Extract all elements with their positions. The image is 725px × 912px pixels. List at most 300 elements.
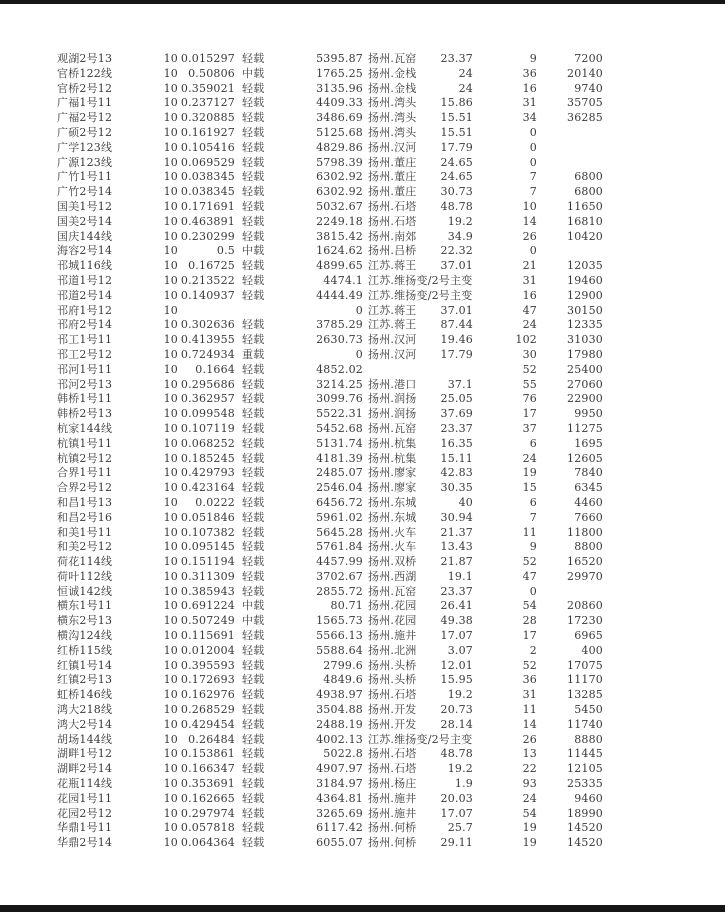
load-type-cell: 轻载 xyxy=(242,170,265,184)
substation-cell: 扬州.瓦窑 xyxy=(368,421,417,435)
line-name-cell: 国庆144线 xyxy=(57,229,113,243)
voltage-cell: 10 xyxy=(163,629,178,643)
percent-cell: 34.9 xyxy=(447,229,473,243)
load-type-cell: 轻载 xyxy=(242,451,265,465)
capacity-cell: 3815.42 xyxy=(316,229,363,243)
table-row xyxy=(57,215,667,230)
percent-cell: 21.37 xyxy=(440,525,473,539)
table-row xyxy=(57,230,667,245)
load-ratio-cell: 0.423164 xyxy=(180,481,235,495)
total-cell: 17230 xyxy=(567,614,603,628)
load-ratio-cell: 0.069529 xyxy=(180,155,235,169)
count-cell: 14 xyxy=(522,717,537,731)
capacity-cell: 2249.18 xyxy=(316,214,363,228)
capacity-cell: 3214.25 xyxy=(316,377,363,391)
table-row xyxy=(57,407,667,422)
load-ratio-cell: 0.50806 xyxy=(188,66,235,80)
load-ratio-cell: 0.172693 xyxy=(180,673,235,687)
capacity-cell: 3785.29 xyxy=(316,318,363,332)
voltage-cell: 10 xyxy=(163,791,178,805)
substation-cell: 扬州.石塔 xyxy=(368,688,417,702)
count-cell: 11 xyxy=(522,703,537,717)
capacity-cell: 4181.39 xyxy=(316,451,363,465)
percent-cell: 48.78 xyxy=(440,747,473,761)
line-name-cell: 观湖2号13 xyxy=(57,52,113,65)
count-cell: 26 xyxy=(522,732,537,746)
load-type-cell: 轻载 xyxy=(242,584,265,598)
load-ratio-cell: 0.012004 xyxy=(180,643,235,657)
table-row xyxy=(57,96,667,111)
load-ratio-cell: 0.724934 xyxy=(180,347,235,361)
table-row xyxy=(57,437,667,452)
count-cell: 31 xyxy=(522,96,537,110)
load-type-cell: 轻载 xyxy=(242,392,265,406)
capacity-cell: 2855.72 xyxy=(316,584,363,598)
voltage-cell: 10 xyxy=(163,510,178,524)
count-cell: 30 xyxy=(522,347,537,361)
percent-cell: 15.51 xyxy=(440,111,473,125)
table-row xyxy=(57,644,667,659)
table-row xyxy=(57,67,667,82)
table-row xyxy=(57,496,667,511)
voltage-cell: 10 xyxy=(163,436,178,450)
total-cell: 25335 xyxy=(567,777,603,791)
capacity-cell: 4002.13 xyxy=(316,732,363,746)
capacity-cell: 1565.73 xyxy=(316,614,363,628)
table-row xyxy=(57,511,667,526)
table-row xyxy=(57,156,667,171)
percent-cell: 17.79 xyxy=(440,347,473,361)
load-type-cell: 轻载 xyxy=(242,140,265,154)
total-cell: 11740 xyxy=(567,717,603,731)
line-name-cell: 华鼎2号14 xyxy=(57,836,113,850)
count-cell: 0 xyxy=(529,155,537,169)
voltage-cell: 10 xyxy=(163,643,178,657)
load-type-cell: 轻载 xyxy=(242,791,265,805)
line-name-cell: 和昌1号13 xyxy=(57,495,113,509)
load-ratio-cell: 0.691224 xyxy=(180,599,235,613)
line-name-cell: 邗工2号12 xyxy=(57,347,113,361)
count-cell: 0 xyxy=(529,140,537,154)
substation-cell: 扬州.东城 xyxy=(368,510,417,524)
load-type-cell: 轻载 xyxy=(242,555,265,569)
voltage-cell: 10 xyxy=(163,451,178,465)
load-type-cell: 轻载 xyxy=(242,407,265,421)
table-row xyxy=(57,703,667,718)
voltage-cell: 10 xyxy=(163,821,178,835)
count-cell: 7 xyxy=(529,510,537,524)
percent-cell: 30.35 xyxy=(440,481,473,495)
substation-cell: 扬州.廖家 xyxy=(368,466,417,480)
total-cell: 6800 xyxy=(574,185,603,199)
total-cell: 11275 xyxy=(567,421,603,435)
load-ratio-cell: 0.185245 xyxy=(180,451,235,465)
count-cell: 52 xyxy=(522,555,537,569)
voltage-cell: 10 xyxy=(163,318,178,332)
table-row xyxy=(57,526,667,541)
substation-cell: 扬州.汉河 xyxy=(368,140,417,154)
capacity-cell: 3099.76 xyxy=(316,392,363,406)
load-ratio-cell: 0.107119 xyxy=(180,421,235,435)
voltage-cell: 10 xyxy=(163,140,178,154)
voltage-cell: 10 xyxy=(163,392,178,406)
load-ratio-cell: 0.153861 xyxy=(180,747,235,761)
line-name-cell: 海容2号14 xyxy=(57,244,113,258)
total-cell: 11650 xyxy=(567,199,603,213)
line-name-cell: 荷叶112线 xyxy=(57,569,113,583)
percent-cell: 24.65 xyxy=(440,155,473,169)
load-ratio-cell: 0.16725 xyxy=(188,259,235,273)
load-type-cell: 轻载 xyxy=(242,96,265,110)
percent-cell: 16.35 xyxy=(440,436,473,450)
total-cell: 12900 xyxy=(567,288,603,302)
load-ratio-cell: 0.162665 xyxy=(180,791,235,805)
total-cell: 8800 xyxy=(574,540,603,554)
table-row xyxy=(57,259,667,274)
capacity-cell: 4409.33 xyxy=(316,96,363,110)
table-row xyxy=(57,318,667,333)
count-cell: 102 xyxy=(515,333,537,347)
capacity-cell: 80.71 xyxy=(330,599,363,613)
total-cell: 1695 xyxy=(574,436,603,450)
substation-cell: 扬州.港口 xyxy=(368,377,417,391)
count-cell: 24 xyxy=(522,791,537,805)
voltage-cell: 10 xyxy=(163,273,178,287)
table-row xyxy=(57,170,667,185)
load-type-cell: 轻载 xyxy=(242,333,265,347)
total-cell: 9460 xyxy=(574,791,603,805)
voltage-cell: 10 xyxy=(163,81,178,95)
capacity-cell: 5395.87 xyxy=(316,52,363,65)
substation-cell: 扬州.润扬 xyxy=(368,392,417,406)
load-type-cell: 轻载 xyxy=(242,421,265,435)
load-ratio-cell: 0.107382 xyxy=(180,525,235,539)
percent-cell: 17.07 xyxy=(440,806,473,820)
substation-cell: 扬州.何桥 xyxy=(368,821,417,835)
substation-cell: 扬州.头桥 xyxy=(368,673,417,687)
line-name-cell: 杭家144线 xyxy=(57,421,113,435)
substation-cell: 扬州.何桥 xyxy=(368,836,417,850)
count-cell: 24 xyxy=(522,451,537,465)
load-ratio-cell: 0.1664 xyxy=(195,362,235,376)
voltage-cell: 10 xyxy=(163,555,178,569)
load-type-cell: 轻载 xyxy=(242,836,265,850)
voltage-cell: 10 xyxy=(163,125,178,139)
line-name-cell: 邗城116线 xyxy=(57,259,113,273)
line-name-cell: 国美1号12 xyxy=(57,199,113,213)
total-cell: 7840 xyxy=(574,466,603,480)
line-name-cell: 恒诚142线 xyxy=(57,584,113,598)
total-cell: 22900 xyxy=(567,392,603,406)
line-name-cell: 官桥122线 xyxy=(57,66,113,80)
line-name-cell: 华鼎1号11 xyxy=(57,821,113,835)
percent-cell: 30.73 xyxy=(440,185,473,199)
table-row xyxy=(57,82,667,97)
voltage-cell: 10 xyxy=(163,303,178,317)
voltage-cell: 10 xyxy=(163,673,178,687)
load-ratio-cell: 0.395593 xyxy=(180,658,235,672)
line-name-cell: 和美2号12 xyxy=(57,540,113,554)
voltage-cell: 10 xyxy=(163,525,178,539)
load-ratio-cell: 0.302636 xyxy=(180,318,235,332)
substation-cell: 扬州.瓦窑 xyxy=(368,52,417,65)
line-name-cell: 邗河1号11 xyxy=(57,362,113,376)
substation-cell: 扬州.杨庄 xyxy=(368,777,417,791)
capacity-cell: 4444.49 xyxy=(316,288,363,302)
percent-cell: 37.69 xyxy=(440,407,473,421)
table-row xyxy=(57,126,667,141)
substation-cell: 扬州.火车 xyxy=(368,525,417,539)
total-cell: 12605 xyxy=(567,451,603,465)
load-ratio-cell: 0.057818 xyxy=(180,821,235,835)
percent-cell: 30.94 xyxy=(440,510,473,524)
substation-cell: 扬州.湾头 xyxy=(368,96,417,110)
table-row xyxy=(57,614,667,629)
capacity-cell: 2630.73 xyxy=(316,333,363,347)
percent-cell: 25.05 xyxy=(440,392,473,406)
voltage-cell: 10 xyxy=(163,333,178,347)
line-name-cell: 邗道1号12 xyxy=(57,273,113,287)
percent-cell: 17.07 xyxy=(440,629,473,643)
load-type-cell: 中载 xyxy=(242,614,265,628)
voltage-cell: 10 xyxy=(163,52,178,65)
load-type-cell: 轻载 xyxy=(242,125,265,139)
load-type-cell: 轻载 xyxy=(242,762,265,776)
load-ratio-cell: 0.166347 xyxy=(180,762,235,776)
substation-cell: 扬州.汉河 xyxy=(368,333,417,347)
load-type-cell: 轻载 xyxy=(242,155,265,169)
count-cell: 36 xyxy=(522,66,537,80)
line-name-cell: 横东1号11 xyxy=(57,599,113,613)
line-name-cell: 邗道2号14 xyxy=(57,288,113,302)
table-row xyxy=(57,304,667,319)
load-type-cell: 轻载 xyxy=(242,806,265,820)
table-row xyxy=(57,289,667,304)
load-type-cell: 轻载 xyxy=(242,717,265,731)
total-cell: 35705 xyxy=(567,96,603,110)
line-name-cell: 广福1号11 xyxy=(57,96,113,110)
total-cell: 20140 xyxy=(567,66,603,80)
table-row xyxy=(57,52,667,67)
voltage-cell: 10 xyxy=(163,407,178,421)
capacity-cell: 3135.96 xyxy=(316,81,363,95)
substation-cell: 扬州.石塔 xyxy=(368,747,417,761)
capacity-cell: 4899.65 xyxy=(316,259,363,273)
total-cell: 8880 xyxy=(574,732,603,746)
substation-cell: 扬州.花园 xyxy=(368,614,417,628)
total-cell: 7200 xyxy=(574,52,603,65)
total-cell: 4460 xyxy=(574,495,603,509)
table-row xyxy=(57,555,667,570)
total-cell: 14520 xyxy=(567,821,603,835)
total-cell: 29970 xyxy=(567,569,603,583)
load-type-cell: 轻载 xyxy=(242,111,265,125)
substation-cell: 江苏.蒋王 xyxy=(368,318,417,332)
count-cell: 19 xyxy=(522,821,537,835)
load-ratio-cell: 0.311309 xyxy=(180,569,235,583)
load-type-cell: 轻载 xyxy=(242,185,265,199)
voltage-cell: 10 xyxy=(163,614,178,628)
capacity-cell: 4849.6 xyxy=(323,673,363,687)
count-cell: 24 xyxy=(522,318,537,332)
substation-cell: 扬州.东城 xyxy=(368,495,417,509)
total-cell: 16520 xyxy=(567,555,603,569)
line-name-cell: 红桥115线 xyxy=(57,643,113,657)
percent-cell: 23.37 xyxy=(440,421,473,435)
line-name-cell: 邗工1号11 xyxy=(57,333,113,347)
load-ratio-cell: 0.268529 xyxy=(180,703,235,717)
total-cell: 18990 xyxy=(567,806,603,820)
load-ratio-cell: 0.0222 xyxy=(195,495,235,509)
substation-cell: 江苏.维扬变/2号主变 xyxy=(368,732,473,746)
count-cell: 22 xyxy=(522,762,537,776)
substation-cell: 扬州.湾头 xyxy=(368,111,417,125)
substation-cell: 扬州.董庄 xyxy=(368,170,417,184)
count-cell: 9 xyxy=(529,540,537,554)
count-cell: 0 xyxy=(529,584,537,598)
substation-cell: 扬州.南郊 xyxy=(368,229,417,243)
total-cell: 400 xyxy=(581,643,603,657)
load-type-cell: 轻载 xyxy=(242,214,265,228)
line-name-cell: 广硕2号12 xyxy=(57,125,113,139)
load-type-cell: 轻载 xyxy=(242,481,265,495)
table-row xyxy=(57,599,667,614)
load-type-cell: 轻载 xyxy=(242,673,265,687)
load-type-cell: 轻载 xyxy=(242,703,265,717)
load-type-cell: 重载 xyxy=(242,347,265,361)
count-cell: 76 xyxy=(522,392,537,406)
total-cell: 5450 xyxy=(574,703,603,717)
capacity-cell: 5761.84 xyxy=(316,540,363,554)
total-cell: 17075 xyxy=(567,658,603,672)
total-cell: 12035 xyxy=(567,259,603,273)
load-type-cell: 轻载 xyxy=(242,362,265,376)
count-cell: 6 xyxy=(529,495,537,509)
line-name-cell: 和美1号11 xyxy=(57,525,113,539)
load-type-cell: 轻载 xyxy=(242,747,265,761)
percent-cell: 37.1 xyxy=(447,377,473,391)
substation-cell: 扬州.湾头 xyxy=(368,125,417,139)
window-top-edge xyxy=(0,0,725,4)
load-ratio-cell: 0.171691 xyxy=(180,199,235,213)
line-name-cell: 邗府2号14 xyxy=(57,318,113,332)
line-name-cell: 广福2号12 xyxy=(57,111,113,125)
percent-cell: 24.65 xyxy=(440,170,473,184)
total-cell: 6345 xyxy=(574,481,603,495)
percent-cell: 23.37 xyxy=(440,52,473,65)
voltage-cell: 10 xyxy=(163,229,178,243)
line-name-cell: 花园2号12 xyxy=(57,806,113,820)
count-cell: 28 xyxy=(522,614,537,628)
total-cell: 7660 xyxy=(574,510,603,524)
voltage-cell: 10 xyxy=(163,836,178,850)
total-cell: 16810 xyxy=(567,214,603,228)
line-name-cell: 广源123线 xyxy=(57,155,113,169)
total-cell: 31030 xyxy=(567,333,603,347)
table-row xyxy=(57,777,667,792)
substation-cell: 扬州.石塔 xyxy=(368,762,417,776)
load-type-cell: 中载 xyxy=(242,599,265,613)
substation-cell: 江苏.维扬变/2号主变 xyxy=(368,288,473,302)
voltage-cell: 10 xyxy=(163,185,178,199)
load-ratio-cell: 0.140937 xyxy=(180,288,235,302)
voltage-cell: 10 xyxy=(163,377,178,391)
load-ratio-cell: 0.051846 xyxy=(180,510,235,524)
percent-cell: 13.43 xyxy=(440,540,473,554)
table-row xyxy=(57,792,667,807)
voltage-cell: 10 xyxy=(163,569,178,583)
count-cell: 19 xyxy=(522,836,537,850)
capacity-cell: 5645.28 xyxy=(316,525,363,539)
count-cell: 6 xyxy=(529,436,537,450)
voltage-cell: 10 xyxy=(163,244,178,258)
capacity-cell: 6456.72 xyxy=(316,495,363,509)
line-name-cell: 红镇2号13 xyxy=(57,673,113,687)
substation-cell: 江苏.维扬变/2号主变 xyxy=(368,273,473,287)
total-cell: 17980 xyxy=(567,347,603,361)
line-name-cell: 荷花114线 xyxy=(57,555,113,569)
table-row xyxy=(57,762,667,777)
load-type-cell: 轻载 xyxy=(242,732,265,746)
table-row xyxy=(57,185,667,200)
substation-cell: 江苏.蒋王 xyxy=(368,259,417,273)
total-cell: 19460 xyxy=(567,273,603,287)
load-ratio-cell: 0.295686 xyxy=(180,377,235,391)
substation-cell: 扬州.廖家 xyxy=(368,481,417,495)
substation-cell: 扬州.金栈 xyxy=(368,81,417,95)
substation-cell: 扬州.石塔 xyxy=(368,199,417,213)
capacity-cell: 5961.02 xyxy=(316,510,363,524)
count-cell: 52 xyxy=(522,362,537,376)
substation-cell: 扬州.汉河 xyxy=(368,347,417,361)
percent-cell: 23.37 xyxy=(440,584,473,598)
capacity-cell: 5131.74 xyxy=(316,436,363,450)
voltage-cell: 10 xyxy=(163,288,178,302)
load-ratio-cell: 0.105416 xyxy=(180,140,235,154)
voltage-cell: 10 xyxy=(163,155,178,169)
count-cell: 47 xyxy=(522,569,537,583)
capacity-cell: 4829.86 xyxy=(316,140,363,154)
load-type-cell: 轻载 xyxy=(242,259,265,273)
table-row xyxy=(57,481,667,496)
capacity-cell: 3702.67 xyxy=(316,569,363,583)
line-name-cell: 邗府1号12 xyxy=(57,303,113,317)
table-row xyxy=(57,821,667,836)
load-type-cell: 中载 xyxy=(242,244,265,258)
table-row xyxy=(57,111,667,126)
load-type-cell: 轻载 xyxy=(242,199,265,213)
load-ratio-cell: 0.068252 xyxy=(180,436,235,450)
load-ratio-cell: 0.230299 xyxy=(180,229,235,243)
percent-cell: 19.2 xyxy=(447,688,473,702)
line-load-table xyxy=(57,52,667,851)
table-row xyxy=(57,540,667,555)
count-cell: 37 xyxy=(522,421,537,435)
table-row xyxy=(57,348,667,363)
substation-cell: 扬州.施井 xyxy=(368,791,417,805)
percent-cell: 42.83 xyxy=(440,466,473,480)
table-row xyxy=(57,673,667,688)
count-cell: 47 xyxy=(522,303,537,317)
line-name-cell: 湖畔2号14 xyxy=(57,762,113,776)
voltage-cell: 10 xyxy=(163,96,178,110)
load-type-cell: 轻载 xyxy=(242,229,265,243)
voltage-cell: 10 xyxy=(163,214,178,228)
percent-cell: 19.2 xyxy=(447,762,473,776)
count-cell: 14 xyxy=(522,214,537,228)
voltage-cell: 10 xyxy=(163,806,178,820)
voltage-cell: 10 xyxy=(163,717,178,731)
